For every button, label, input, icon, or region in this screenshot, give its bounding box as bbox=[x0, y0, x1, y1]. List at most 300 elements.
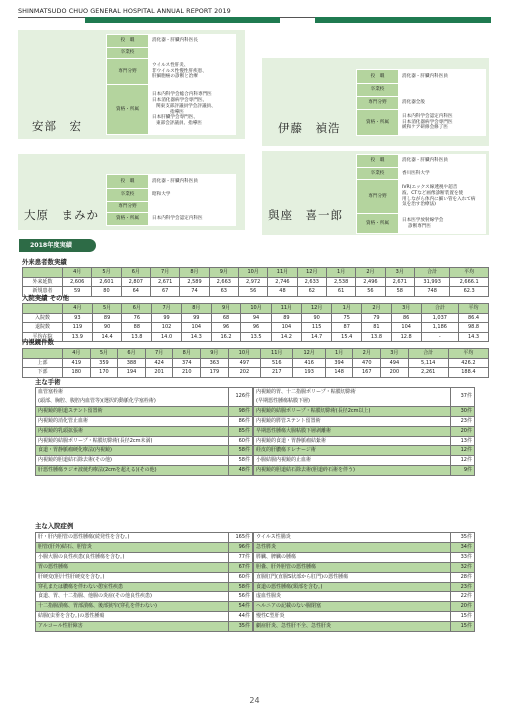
list-row bbox=[254, 466, 475, 476]
item-count: 28件 bbox=[451, 572, 475, 582]
value-cell: 68 bbox=[211, 313, 241, 323]
value-cell: 75 bbox=[332, 313, 362, 323]
list-row bbox=[254, 533, 475, 543]
item-count: 34件 bbox=[451, 542, 475, 552]
month-header: 11月 bbox=[271, 304, 301, 314]
row-key: 役 職 bbox=[107, 175, 149, 189]
month-header: 3月 bbox=[385, 268, 414, 278]
item-name-text: 急性膵炎 bbox=[256, 543, 277, 550]
item-name-text: 慢性C型肝炎 bbox=[256, 613, 285, 620]
item-name-text: 食道・胃静脈瘤硬化療法(内視鏡) bbox=[38, 447, 112, 454]
item-name bbox=[36, 542, 229, 552]
value-cell: 394 bbox=[325, 358, 353, 368]
diseases-table-right bbox=[253, 532, 475, 632]
item-name-text: 血管塞栓術 bbox=[38, 389, 64, 395]
corner-cell bbox=[23, 349, 63, 359]
month-header: 4月 bbox=[63, 304, 93, 314]
item-name-text: 劇症肝炎、急性肝不全、急性肝炎 bbox=[256, 623, 332, 630]
item-name-text: アルコール性肝障害 bbox=[38, 623, 83, 630]
row-key: 役 職 bbox=[107, 35, 149, 48]
row-value: 波、CTなど画像診断装置を使 bbox=[402, 190, 464, 196]
value-cell: 62.3 bbox=[450, 287, 489, 297]
item-count: 96件 bbox=[229, 542, 253, 552]
month-header: 合計 bbox=[421, 304, 459, 314]
value-cell: 94 bbox=[241, 313, 271, 323]
item-name bbox=[36, 572, 229, 582]
value-cell: 56 bbox=[356, 287, 385, 297]
item-name-text: 内視鏡的胃、十二指腸ポリープ・粘膜切除術 bbox=[256, 389, 356, 395]
item-count: 165件 bbox=[229, 533, 253, 543]
value-cell: 76 bbox=[122, 313, 152, 323]
value-cell: 12.8 bbox=[391, 332, 421, 342]
list-row bbox=[36, 416, 253, 426]
value-cell: 31,993 bbox=[414, 277, 449, 287]
value-cell: 194 bbox=[118, 368, 146, 378]
value-cell: 2,496 bbox=[356, 277, 385, 287]
value-cell: 90 bbox=[92, 323, 122, 333]
item-count: 60件 bbox=[229, 436, 253, 446]
value-cell: 13.8 bbox=[362, 332, 392, 342]
month-header: 1月 bbox=[325, 349, 353, 359]
item-name-text: 食道の悪性腫瘍(頸部を含む。) bbox=[256, 583, 323, 590]
item-name-text: ヘルニアの記載のない腸閉塞 bbox=[256, 603, 322, 610]
list-row bbox=[254, 622, 475, 632]
value-cell: 104 bbox=[181, 323, 211, 333]
value-cell: 359 bbox=[90, 358, 118, 368]
value-cell: 2,663 bbox=[209, 277, 238, 287]
item-name bbox=[36, 446, 229, 456]
item-count: 20件 bbox=[451, 602, 475, 612]
month-header: 11月 bbox=[268, 268, 297, 278]
month-header: 11月 bbox=[261, 349, 293, 359]
value-cell: 2,589 bbox=[180, 277, 209, 287]
doctor-info-table bbox=[356, 69, 486, 136]
item-name bbox=[254, 436, 451, 446]
row-key: 卒業校 bbox=[107, 189, 149, 202]
value-cell: 13.9 bbox=[63, 332, 93, 342]
item-count: 58件 bbox=[229, 446, 253, 456]
month-header: 5月 bbox=[92, 268, 121, 278]
list-row bbox=[36, 406, 253, 416]
item-name bbox=[254, 592, 451, 602]
item-name-sub: (早期悪性腫瘍粘膜下層) bbox=[256, 397, 310, 404]
value-cell: 104 bbox=[271, 323, 301, 333]
item-name bbox=[36, 456, 229, 466]
item-count: 86件 bbox=[229, 416, 253, 426]
list-row bbox=[36, 572, 253, 582]
month-header: 7月 bbox=[150, 268, 179, 278]
month-header: 7月 bbox=[145, 349, 173, 359]
item-count: 56件 bbox=[229, 592, 253, 602]
item-name-text: 胆嚢、肝外胆管の悪性腫瘍 bbox=[256, 563, 317, 570]
item-name bbox=[254, 582, 451, 592]
month-header: 12月 bbox=[297, 268, 326, 278]
row-value: 日本肝臓学会専門医、 bbox=[152, 115, 198, 121]
item-name bbox=[36, 406, 229, 416]
endoscopy-title: 内視鏡件数 bbox=[22, 338, 54, 346]
procedures-title: 主な手術 bbox=[35, 378, 61, 386]
item-name-text: 肝・肝内胆管の悪性腫瘍(続発性を含む。) bbox=[38, 534, 130, 540]
item-name bbox=[36, 466, 229, 476]
item-count: 15件 bbox=[451, 612, 475, 622]
row-key: 資格・所属 bbox=[107, 213, 149, 226]
month-header: 5月 bbox=[92, 304, 122, 314]
row-value: 日本内科学会認定内科医 bbox=[152, 216, 203, 222]
value-cell: 80 bbox=[92, 287, 121, 297]
item-count: 33件 bbox=[451, 552, 475, 562]
list-row bbox=[36, 552, 253, 562]
row-value: ウイルス性肝炎、 bbox=[152, 62, 189, 68]
value-cell: 2,261 bbox=[408, 368, 448, 378]
item-name-text: 結腸(虫垂を含む。)の悪性腫瘍 bbox=[38, 613, 105, 620]
list-row bbox=[36, 426, 253, 436]
item-count: 58件 bbox=[229, 456, 253, 466]
row-label: 上部 bbox=[23, 358, 63, 368]
value-cell: 494 bbox=[381, 358, 409, 368]
value-cell: 388 bbox=[118, 358, 146, 368]
diseases-table-left bbox=[35, 532, 253, 632]
value-cell: 86.4 bbox=[459, 313, 489, 323]
value-cell: 14.0 bbox=[152, 332, 182, 342]
corner-cell bbox=[23, 304, 63, 314]
value-cell: 104 bbox=[391, 323, 421, 333]
value-cell: 193 bbox=[293, 368, 325, 378]
value-cell: 119 bbox=[63, 323, 93, 333]
item-name-text: 直腸肛門(直腸S状部から肛門)の悪性腫瘍 bbox=[256, 573, 349, 580]
doctor-name: 與座 喜一郎 bbox=[268, 208, 343, 222]
row-value: 気を治す治療法) bbox=[402, 202, 436, 208]
row-value: 非ウイルス性慢性肝疾患、 bbox=[152, 68, 207, 74]
data-row bbox=[23, 368, 489, 378]
list-row bbox=[36, 562, 253, 572]
row-value: 消化器全般 bbox=[402, 100, 425, 106]
value-cell: 497 bbox=[228, 358, 260, 368]
item-count: 37件 bbox=[451, 388, 475, 407]
corner-cell bbox=[23, 268, 63, 278]
row-value: 緩和ケア研修会修了医 bbox=[402, 125, 448, 131]
item-count: 85件 bbox=[229, 426, 253, 436]
month-header: 5月 bbox=[90, 349, 118, 359]
row-key: 専門分野 bbox=[107, 59, 149, 85]
row-value: IVR(エックス線透視や超音 bbox=[402, 185, 458, 191]
list-row bbox=[254, 612, 475, 622]
item-name-text: 内視鏡的胆道ステント留置術 bbox=[38, 407, 103, 414]
row-value: 日本内科学会認定内科医 bbox=[402, 113, 453, 119]
list-row bbox=[36, 466, 253, 476]
value-cell: 2,746 bbox=[268, 277, 297, 287]
item-name-text: 内視鏡的乳頭拡張術 bbox=[38, 427, 84, 434]
data-row bbox=[23, 358, 489, 368]
doctor-card-ohara bbox=[18, 154, 245, 230]
value-cell: 180 bbox=[63, 368, 91, 378]
value-cell: - bbox=[421, 332, 459, 342]
item-count: 12件 bbox=[451, 446, 475, 456]
row-key: 資格・所属 bbox=[107, 85, 149, 135]
row-value: 指導医 bbox=[170, 109, 184, 115]
item-name-text: 早期悪性腫瘍大腸粘膜下層剥離術 bbox=[256, 427, 332, 434]
list-row bbox=[36, 582, 253, 592]
value-cell: 48 bbox=[268, 287, 297, 297]
data-row bbox=[23, 287, 489, 297]
item-name-sub: (頭部、胸腔、腹腔内血管等)(選択的動脈化学塞栓術) bbox=[38, 397, 156, 404]
row-value: 日本医学放射線学会 bbox=[402, 217, 444, 223]
item-name bbox=[254, 406, 451, 416]
value-cell: 188.4 bbox=[448, 368, 488, 378]
item-name-text: 食道、胃、十二指腸、他腸の炎症(その他良性疾患) bbox=[38, 593, 152, 600]
item-count: 60件 bbox=[229, 572, 253, 582]
month-header: 平均 bbox=[459, 304, 489, 314]
row-label: 入院数 bbox=[23, 313, 63, 323]
item-name-text: 胃の悪性腫瘍 bbox=[38, 563, 69, 570]
row-key: 専門分野 bbox=[357, 180, 399, 214]
diseases-title: 主な入院症例 bbox=[35, 522, 74, 530]
data-row bbox=[23, 332, 489, 342]
month-header: 2月 bbox=[362, 304, 392, 314]
item-name-text: 内視鏡的胆道結石除去術(その他) bbox=[38, 457, 112, 464]
item-count: 48件 bbox=[229, 466, 253, 476]
value-cell: 89 bbox=[271, 313, 301, 323]
item-name bbox=[36, 592, 229, 602]
list-row bbox=[254, 456, 475, 466]
item-name-text: 十二指腸潰瘍、胃部潰瘍、後部狭窄(穿孔を伴わない) bbox=[38, 603, 157, 610]
value-cell: 96 bbox=[241, 323, 271, 333]
value-cell: 2,538 bbox=[326, 277, 355, 287]
item-name bbox=[254, 388, 451, 407]
value-cell: 96 bbox=[211, 323, 241, 333]
row-value: 消化器・肝臓内科医員 bbox=[402, 73, 448, 79]
value-cell: 81 bbox=[362, 323, 392, 333]
list-row bbox=[36, 542, 253, 552]
month-header: 6月 bbox=[122, 304, 152, 314]
row-key: 資格・所属 bbox=[357, 214, 399, 234]
item-count: 67件 bbox=[229, 562, 253, 572]
item-name-text: 穿孔または膿瘍を伴わない憩室性疾患 bbox=[38, 583, 124, 590]
value-cell: 1,186 bbox=[421, 323, 459, 333]
row-value: 診断専門医 bbox=[408, 223, 431, 229]
month-header: 合計 bbox=[408, 349, 448, 359]
value-cell: 170 bbox=[90, 368, 118, 378]
data-row bbox=[23, 313, 489, 323]
value-cell: 14.3 bbox=[459, 332, 489, 342]
value-cell: 89 bbox=[92, 313, 122, 323]
value-cell: 2,671 bbox=[385, 277, 414, 287]
list-row bbox=[254, 602, 475, 612]
data-row bbox=[23, 323, 489, 333]
doctor-info-table bbox=[356, 154, 486, 234]
value-cell: 2,666.1 bbox=[450, 277, 489, 287]
value-cell: 62 bbox=[297, 287, 326, 297]
doctor-card-abe bbox=[18, 30, 245, 139]
list-row bbox=[36, 622, 253, 632]
item-name bbox=[254, 466, 451, 476]
item-count: 15件 bbox=[451, 622, 475, 632]
row-value: 関東支部評議員学会評議員、 bbox=[156, 103, 216, 109]
value-cell: 202 bbox=[228, 368, 260, 378]
row-value: 昭和大学 bbox=[152, 192, 171, 198]
item-name bbox=[36, 562, 229, 572]
item-name bbox=[36, 622, 229, 632]
row-value: 用しながら体内に細い管を入れて病 bbox=[402, 196, 476, 202]
outpatient-title: 外来患者数実績 bbox=[22, 258, 67, 266]
month-header: 9月 bbox=[201, 349, 229, 359]
value-cell: 99 bbox=[152, 313, 182, 323]
value-cell: 99 bbox=[181, 313, 211, 323]
value-cell: 148 bbox=[325, 368, 353, 378]
item-name bbox=[254, 612, 451, 622]
list-row bbox=[36, 388, 253, 407]
row-key: 専門分野 bbox=[107, 202, 149, 213]
value-cell: 64 bbox=[121, 287, 150, 297]
list-row bbox=[254, 562, 475, 572]
item-name bbox=[254, 416, 451, 426]
value-cell: 14.3 bbox=[181, 332, 211, 342]
item-name bbox=[254, 456, 451, 466]
item-name bbox=[254, 602, 451, 612]
value-cell: 748 bbox=[414, 287, 449, 297]
value-cell: 426.2 bbox=[448, 358, 488, 368]
item-name bbox=[36, 436, 229, 446]
item-name bbox=[36, 602, 229, 612]
item-name-text: 小腸結腸内視鏡的止血術 bbox=[256, 457, 312, 464]
item-name-text: 虚血性腸炎 bbox=[256, 593, 282, 600]
list-row bbox=[254, 582, 475, 592]
value-cell: 14.4 bbox=[92, 332, 122, 342]
value-cell: 58 bbox=[385, 287, 414, 297]
value-cell: 13.8 bbox=[122, 332, 152, 342]
item-name-text: 胆管(肝外)結石、胆管炎 bbox=[38, 543, 92, 550]
value-cell: 363 bbox=[201, 358, 229, 368]
item-name bbox=[36, 416, 229, 426]
item-count: 98件 bbox=[229, 406, 253, 416]
value-cell: 90 bbox=[302, 313, 332, 323]
item-count: 126件 bbox=[229, 388, 253, 407]
list-row bbox=[254, 592, 475, 602]
month-header: 2月 bbox=[353, 349, 381, 359]
list-row bbox=[254, 542, 475, 552]
value-cell: 79 bbox=[362, 313, 392, 323]
value-cell: 98.8 bbox=[459, 323, 489, 333]
month-header: 6月 bbox=[118, 349, 146, 359]
value-cell: 56 bbox=[238, 287, 267, 297]
item-name-text: 経皮的肝膿瘍ドレナージ術 bbox=[256, 447, 316, 454]
month-header: 合計 bbox=[414, 268, 449, 278]
value-cell: 1,037 bbox=[421, 313, 459, 323]
value-cell: 200 bbox=[381, 368, 409, 378]
item-count: 23件 bbox=[451, 416, 475, 426]
value-cell: 419 bbox=[63, 358, 91, 368]
item-count: 58件 bbox=[229, 582, 253, 592]
month-header: 7月 bbox=[152, 304, 182, 314]
value-cell: 2,601 bbox=[92, 277, 121, 287]
row-label: 退院数 bbox=[23, 323, 63, 333]
month-header: 12月 bbox=[293, 349, 325, 359]
header-row bbox=[23, 304, 489, 314]
list-row bbox=[36, 592, 253, 602]
row-label: 下部 bbox=[23, 368, 63, 378]
value-cell: 67 bbox=[150, 287, 179, 297]
header-row bbox=[23, 268, 489, 278]
month-header: 10月 bbox=[238, 268, 267, 278]
value-cell: 179 bbox=[201, 368, 229, 378]
item-name bbox=[36, 552, 229, 562]
item-count: 22件 bbox=[451, 592, 475, 602]
row-label: 外来延数 bbox=[23, 277, 63, 287]
month-header: 2月 bbox=[356, 268, 385, 278]
item-count: 35件 bbox=[229, 622, 253, 632]
list-row bbox=[254, 446, 475, 456]
item-name-text: 肝硬変(胆汁性肝硬変を含む。) bbox=[38, 573, 105, 580]
item-count: 54件 bbox=[229, 602, 253, 612]
month-header: 4月 bbox=[63, 268, 92, 278]
item-count: 9件 bbox=[451, 466, 475, 476]
value-cell: 217 bbox=[261, 368, 293, 378]
value-cell: 2,606 bbox=[63, 277, 92, 287]
list-row bbox=[254, 416, 475, 426]
month-header: 3月 bbox=[391, 304, 421, 314]
item-name bbox=[254, 446, 451, 456]
item-name-text: 内視鏡的消化管止血術 bbox=[38, 417, 89, 424]
month-header: 9月 bbox=[209, 268, 238, 278]
list-row bbox=[254, 572, 475, 582]
item-count: 12件 bbox=[451, 456, 475, 466]
value-cell: 167 bbox=[353, 368, 381, 378]
value-cell: 2,972 bbox=[238, 277, 267, 287]
row-value: 日本消化器病学会専門医、 bbox=[152, 98, 208, 104]
value-cell: 2,671 bbox=[150, 277, 179, 287]
value-cell: 63 bbox=[209, 287, 238, 297]
list-row bbox=[36, 612, 253, 622]
item-count: 13件 bbox=[451, 436, 475, 446]
list-row bbox=[254, 552, 475, 562]
report-header: SHINMATSUDO CHUO GENERAL HOSPITAL ANNUAL REPORT 2019 bbox=[18, 7, 231, 15]
doctor-name: 安部 宏 bbox=[32, 119, 82, 133]
row-label: 平均在院 bbox=[23, 332, 63, 342]
month-header: 4月 bbox=[63, 349, 91, 359]
item-name-text: 膵臓、脾臓の腫瘍 bbox=[256, 553, 297, 560]
row-value: 肝細胞癌の診断と治療 bbox=[152, 74, 198, 80]
value-cell: 15.4 bbox=[332, 332, 362, 342]
item-name bbox=[254, 426, 451, 436]
item-name bbox=[36, 426, 229, 436]
value-cell: 424 bbox=[145, 358, 173, 368]
month-header: 1月 bbox=[332, 304, 362, 314]
doctor-info-table bbox=[106, 34, 236, 135]
item-name bbox=[254, 542, 451, 552]
row-key: 専門分野 bbox=[357, 97, 399, 110]
item-name bbox=[254, 572, 451, 582]
item-name-text: 内視鏡的結腸ポリープ・粘膜切除術(長径2cm以上) bbox=[256, 407, 371, 414]
row-value: 日本内科学会総合内科専門医 bbox=[152, 92, 212, 98]
value-cell: 86 bbox=[391, 313, 421, 323]
item-name bbox=[36, 612, 229, 622]
item-count: 23件 bbox=[451, 582, 475, 592]
item-name-text: ウイルス性腸炎 bbox=[256, 534, 291, 540]
value-cell: 88 bbox=[122, 323, 152, 333]
value-cell: 61 bbox=[326, 287, 355, 297]
month-header: 12月 bbox=[302, 304, 332, 314]
row-value: 日本消化器病学会専門医 bbox=[402, 119, 453, 125]
value-cell: 74 bbox=[180, 287, 209, 297]
item-count: 32件 bbox=[451, 562, 475, 572]
item-name bbox=[36, 388, 229, 407]
month-header: 8月 bbox=[180, 268, 209, 278]
doctor-card-ito bbox=[262, 58, 489, 146]
list-row bbox=[36, 446, 253, 456]
endoscopy-table bbox=[22, 348, 489, 378]
value-cell: 374 bbox=[173, 358, 201, 368]
procedures-table-left bbox=[35, 387, 253, 476]
value-cell: 416 bbox=[293, 358, 325, 368]
